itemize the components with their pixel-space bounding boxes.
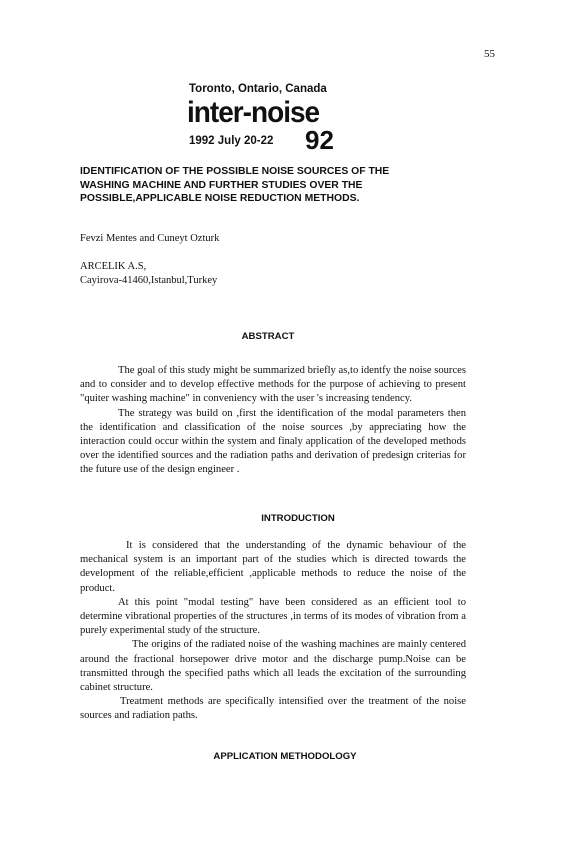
introduction-heading: INTRODUCTION: [261, 513, 335, 524]
paper-title-line: IDENTIFICATION OF THE POSSIBLE NOISE SOURCES OF THE: [80, 166, 390, 177]
paper-title: [80, 165, 480, 206]
conference-date: 1992 July 20-22: [189, 135, 274, 147]
abstract-heading: ABSTRACT: [241, 331, 295, 342]
introduction-paragraph: The origins of the radiated noise of the washing machines are mainly centered around the fractional horsepower drive motor and the discharge pump.Noise can be transmitted through the specified paths which all leads the excitation of the surrounding cabinet structure.: [80, 639, 466, 694]
introduction-paragraph: It is considered that the understanding of the dynamic behaviour of the mechanical system is an important part of the studies which is directed towards the development of the reliable,efficient ,applicable methods to reduce the noise of the product.: [80, 540, 466, 594]
introduction-body: [80, 539, 466, 724]
abstract-body: [80, 364, 466, 478]
conference-logo: inter-noise: [187, 95, 320, 129]
page-number: 55: [484, 48, 495, 60]
paper-title-line: POSSIBLE,APPLICABLE NOISE REDUCTION METHODS.: [80, 193, 360, 204]
authors: Fevzi Mentes and Cuneyt Ozturk: [80, 233, 220, 244]
abstract-paragraph: The strategy was build on ,first the identification of the modal parameters then the identification and classification of the noise sources ,by appreciating how the interaction could occur within the system and finaly application of the developed methods over the identified sources and the radiation paths and derivation of predesign criterias for the future use of the design engineer .: [80, 407, 466, 476]
abstract-paragraph: The goal of this study might be summarized briefly as,to identfy the noise sources and to consider and to develop effective methods for the purpose of achieving to present "quiter washing machine" in conveniency with the user 's increasing tendency.: [80, 365, 466, 405]
introduction-paragraph: Treatment methods are specifically intensified over the treatment of the noise sources and radiation paths.: [80, 696, 466, 722]
affiliation-line: Cayirova-41460,Istanbul,Turkey: [80, 275, 218, 286]
conference-year-mark: 92: [305, 125, 334, 155]
introduction-paragraph: At this point "modal testing" have been considered as an efficient tool to determine vibrational properties of the structures ,in terms of its modes of vibration from a purely experimental study of the structure.: [80, 596, 466, 637]
affiliation: [80, 260, 217, 288]
affiliation-line: ARCELIK A.S,: [80, 261, 147, 272]
methodology-heading: APPLICATION METHODOLOGY: [213, 751, 357, 762]
conference-location: Toronto, Ontario, Canada: [189, 83, 327, 95]
paper-title-line: WASHING MACHINE AND FURTHER STUDIES OVER THE: [80, 179, 363, 191]
